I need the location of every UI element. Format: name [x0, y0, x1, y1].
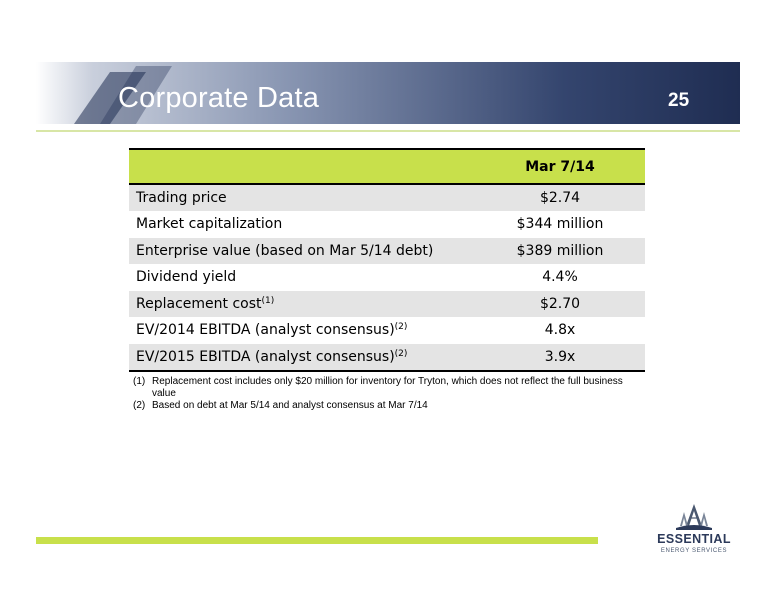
table-row	[129, 211, 645, 238]
table-row	[129, 238, 645, 265]
footnote-text: Replacement cost includes only $20 million for inventory for Tryton, which does not reflect the full business value	[152, 376, 623, 399]
table-row	[129, 317, 645, 344]
row-value: $2.70	[475, 291, 645, 318]
row-label: Trading price	[129, 184, 475, 211]
row-label: EV/2015 EBITDA (analyst consensus)$^{(2)}$	[129, 344, 475, 371]
company-logo	[648, 502, 740, 574]
table-row	[129, 184, 645, 211]
footnote-text: Based on debt at Mar 5/14 and analyst consensus at Mar 7/14	[152, 400, 428, 411]
footnote-number: (2)	[133, 400, 146, 411]
footnote-item	[133, 400, 633, 412]
row-label: EV/2014 EBITDA (analyst consensus)$^{(2)}$	[129, 317, 475, 344]
row-value: 4.4%	[475, 264, 645, 291]
row-label: Replacement cost$^{(1)}$	[129, 291, 475, 318]
row-value: 4.8x	[475, 317, 645, 344]
row-label: Enterprise value (based on Mar 5/14 debt)	[129, 238, 475, 265]
table-row	[129, 264, 645, 291]
oil-derrick-icon	[676, 502, 712, 530]
row-label: Dividend yield	[129, 264, 475, 291]
row-value: 3.9x	[475, 344, 645, 371]
row-value: $2.74	[475, 184, 645, 211]
table-header-row	[129, 149, 645, 184]
banner-divider	[36, 130, 740, 132]
page-title: Corporate Data	[118, 82, 320, 114]
footnote-ref: (2)	[394, 348, 408, 359]
table-header-blank	[129, 149, 475, 184]
corporate-data-table	[129, 148, 645, 372]
footnote-ref: (1)	[261, 295, 275, 306]
table-header-date: Mar 7/14	[475, 149, 645, 184]
table-row	[129, 344, 645, 371]
footer-stripe	[36, 537, 598, 544]
footnotes	[133, 376, 633, 412]
row-value: $389 million	[475, 238, 645, 265]
row-value: $344 million	[475, 211, 645, 238]
page-number: 25	[668, 90, 690, 111]
table-row	[129, 291, 645, 318]
footnote-item	[133, 376, 633, 400]
row-label: Market capitalization	[129, 211, 475, 238]
footnote-number: (1)	[133, 376, 146, 387]
logo-tagline: ENERGY SERVICES	[660, 548, 728, 554]
logo-wordmark: ESSENTIAL	[657, 532, 731, 546]
footnote-ref: (2)	[394, 322, 408, 333]
